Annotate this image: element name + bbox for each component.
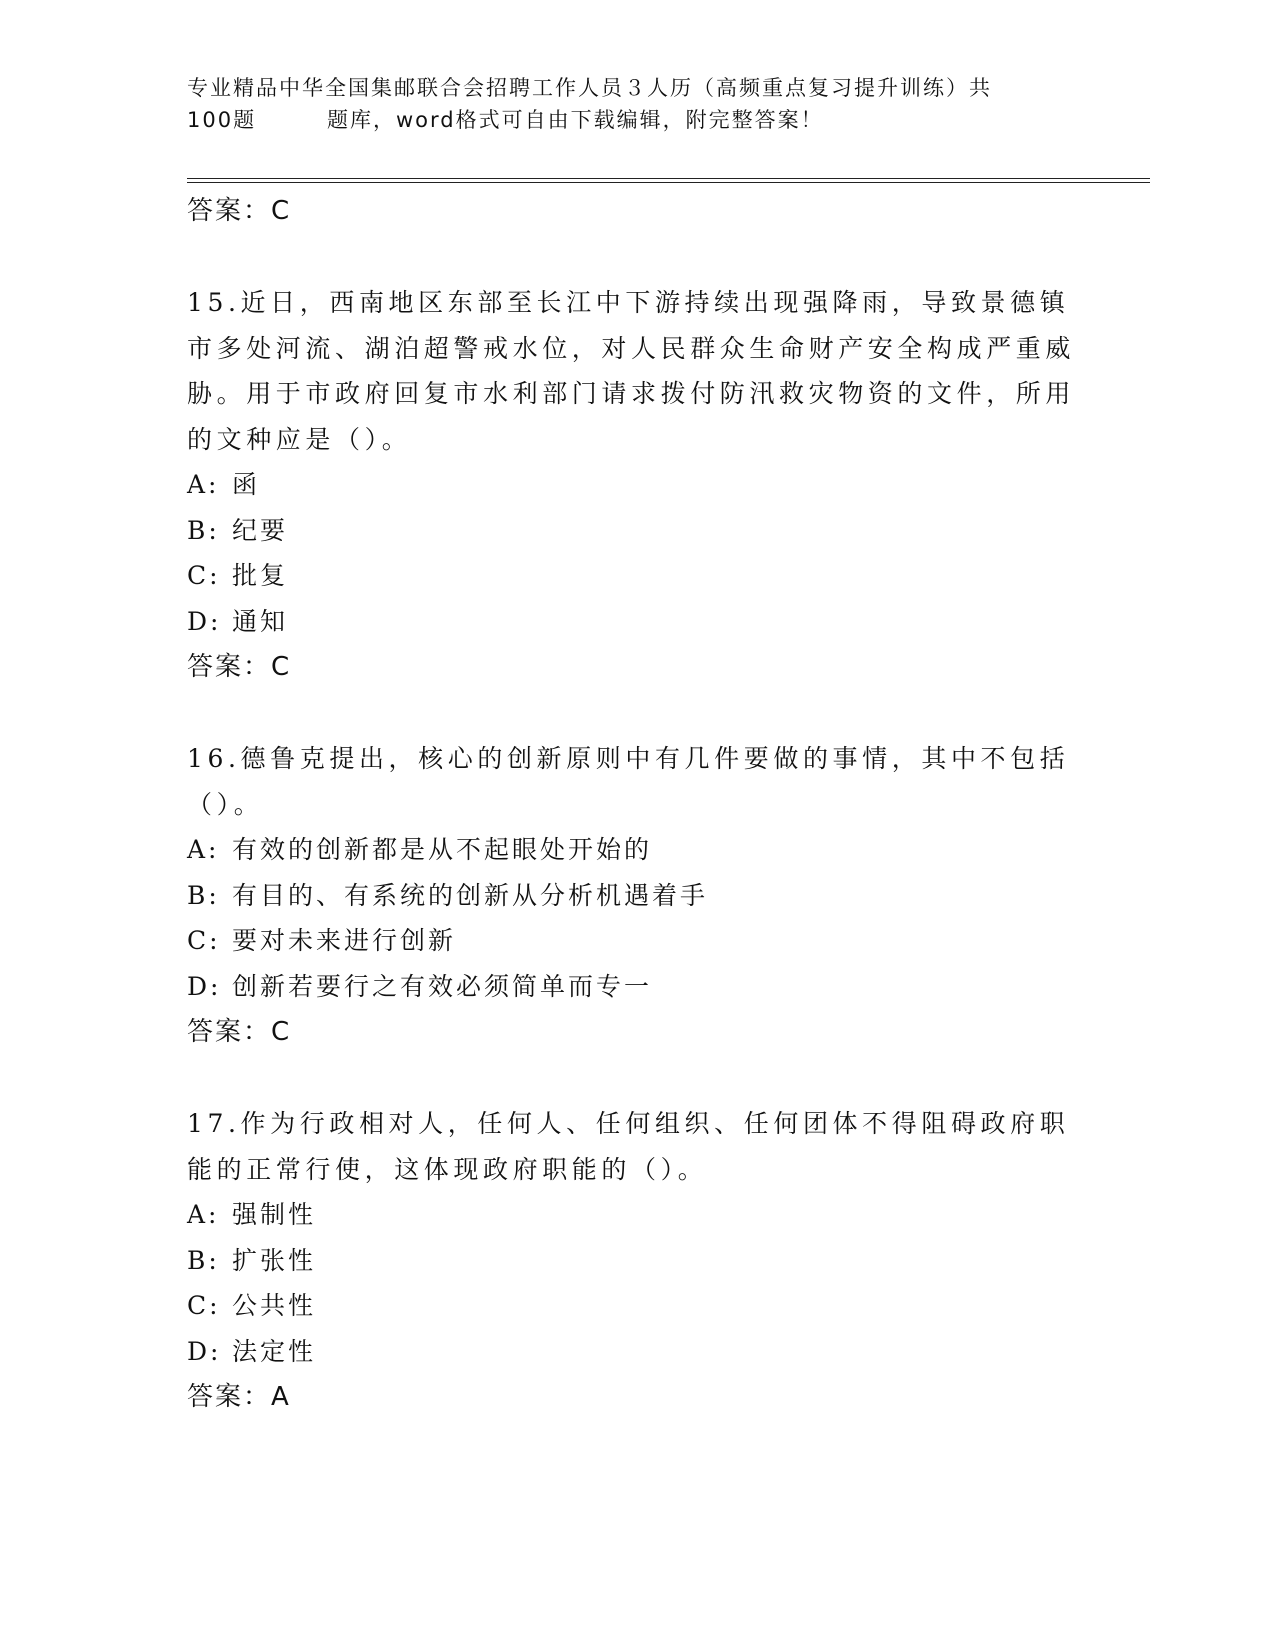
option-text: 要对未来进行创新 bbox=[232, 926, 457, 955]
option-letter: D: bbox=[187, 971, 222, 1001]
option-text: 函 bbox=[232, 470, 261, 499]
option-text: 通知 bbox=[232, 606, 289, 636]
option-item bbox=[187, 964, 1087, 1010]
option-item bbox=[187, 873, 1087, 919]
option-text: 法定性 bbox=[232, 1336, 317, 1366]
option-letter: A: bbox=[187, 1200, 220, 1229]
option-text: 有目的、有系统的创新从分析机遇着手 bbox=[232, 880, 709, 910]
header-line-1: 专业精品中华全国集邮联合会招聘工作人员３人历（高频重点复习提升训练）共 bbox=[187, 76, 992, 100]
option-text: 创新若要行之有效必须简单而专一 bbox=[232, 971, 653, 1001]
header-description: 题库，word格式可自由下载编辑，附完整答案！ bbox=[327, 108, 824, 132]
question-block bbox=[187, 1101, 1087, 1420]
option-letter: A: bbox=[187, 470, 220, 499]
option-list bbox=[187, 462, 1087, 644]
header-divider-top bbox=[187, 178, 1150, 179]
option-item bbox=[187, 553, 1087, 599]
option-text: 有效的创新都是从不起眼处开始的 bbox=[232, 835, 653, 864]
question-text: 17.作为行政相对人，任何人、任何组织、任何团体不得阻碍政府职能的正常行使，这体现政府职能的（）。 bbox=[187, 1109, 1070, 1184]
question-block bbox=[187, 280, 1087, 690]
option-item bbox=[187, 1329, 1087, 1375]
question-block bbox=[187, 736, 1087, 1055]
option-item bbox=[187, 918, 1087, 964]
option-list bbox=[187, 827, 1087, 1009]
option-item bbox=[187, 508, 1087, 554]
option-list bbox=[187, 1192, 1087, 1374]
option-text: 强制性 bbox=[232, 1200, 317, 1229]
header-line-2 bbox=[187, 104, 1087, 136]
option-letter: B: bbox=[187, 880, 220, 910]
answer-line: 答案：C bbox=[187, 196, 292, 226]
option-item bbox=[187, 827, 1087, 873]
option-item bbox=[187, 1283, 1087, 1329]
option-text: 扩张性 bbox=[232, 1245, 317, 1275]
option-item bbox=[187, 1192, 1087, 1238]
option-text: 批复 bbox=[232, 561, 289, 590]
option-letter: B: bbox=[187, 515, 220, 545]
header-divider-bottom bbox=[187, 182, 1150, 183]
document-header bbox=[187, 72, 1087, 136]
option-letter: B: bbox=[187, 1245, 220, 1275]
question-text: 16.德鲁克提出，核心的创新原则中有几件要做的事情，其中不包括（）。 bbox=[187, 744, 1070, 819]
answer-line: 答案：C bbox=[187, 652, 292, 682]
option-letter: D: bbox=[187, 1336, 222, 1366]
option-letter: C: bbox=[187, 926, 221, 955]
option-letter: C: bbox=[187, 561, 221, 590]
document-body bbox=[187, 188, 1087, 1420]
option-item bbox=[187, 462, 1087, 508]
header-question-count: 100题 bbox=[187, 108, 257, 132]
option-letter: D: bbox=[187, 606, 222, 636]
option-text: 纪要 bbox=[232, 515, 289, 545]
question-text: 15.近日，西南地区东部至长江中下游持续出现强降雨，导致景德镇市多处河流、湖泊超警戒水位，对人民群众生命财产安全构成严重威胁。用于市政府回复市水利部门请求拨付防汛救灾物资的文件，所用的文种应是（）。 bbox=[187, 288, 1076, 454]
option-text: 公共性 bbox=[232, 1291, 317, 1320]
option-item bbox=[187, 1238, 1087, 1284]
option-letter: A: bbox=[187, 835, 220, 864]
option-letter: C: bbox=[187, 1291, 221, 1320]
answer-line: 答案：C bbox=[187, 1017, 292, 1047]
option-item bbox=[187, 599, 1087, 645]
answer-line: 答案：A bbox=[187, 1382, 291, 1412]
